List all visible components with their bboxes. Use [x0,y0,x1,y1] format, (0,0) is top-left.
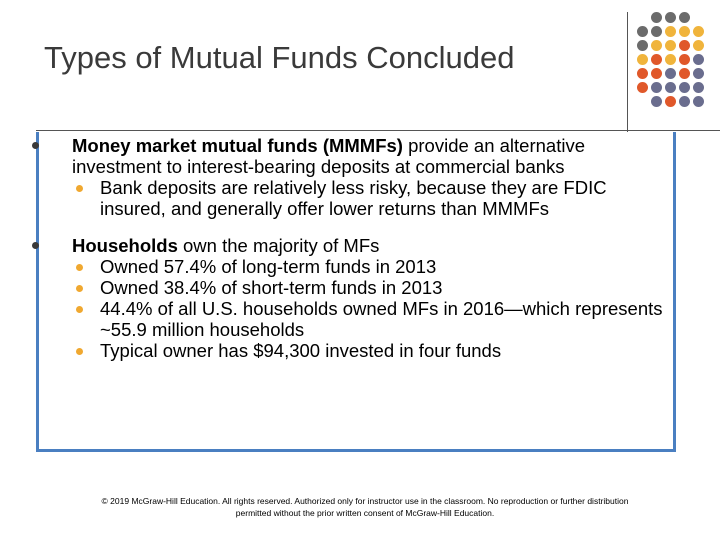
decorative-dot [679,68,690,79]
decorative-dot [665,12,676,23]
sub-bullet-item [72,177,672,219]
decorative-dot [651,96,662,107]
decorative-dot [693,68,704,79]
decorative-dot [651,68,662,79]
sub-bullet-dot-icon [76,306,83,313]
decorative-dot [679,12,690,23]
bullet-item [32,135,672,219]
decorative-dot [679,96,690,107]
decorative-dot [665,68,676,79]
title-divider-vertical [627,12,628,132]
sub-bullet-dot-icon [76,285,83,292]
sub-bullet-dot-icon [76,348,83,355]
decorative-dot [679,82,690,93]
sub-bullet-text: Typical owner has $94,300 invested in four funds [100,340,502,361]
sub-bullet-text: 44.4% of all U.S. households owned MFs in 2016—which represents ~55.9 million households [100,298,663,340]
sub-bullet-item [72,277,672,298]
bullet-bold-text: Money market mutual funds (MMMFs) [72,135,403,156]
bullet-list [32,135,672,361]
sub-bullet-text: Owned 57.4% of long-term funds in 2013 [100,256,437,277]
decorative-dot [637,40,648,51]
bullet-bold-text: Households [72,235,178,256]
decorative-dot [665,40,676,51]
decorative-dot [665,26,676,37]
sub-bullet-text: Bank deposits are relatively less risky, because they are FDIC insured, and generally offer lower returns than MMMFs [100,177,607,219]
decorative-dot [637,82,648,93]
decorative-dot [665,82,676,93]
decorative-dot [693,26,704,37]
sub-bullet-list [72,177,672,219]
title-divider-horizontal [36,130,720,131]
decorative-dot [637,68,648,79]
sub-bullet-text: Owned 38.4% of short-term funds in 2013 [100,277,443,298]
bullet-item [32,235,672,361]
decorative-dot [679,26,690,37]
decorative-dot [665,54,676,65]
decorative-dot [651,82,662,93]
decorative-dot [651,40,662,51]
decorative-dot [679,40,690,51]
decorative-dot [637,54,648,65]
copyright-footer: © 2019 McGraw-Hill Education. All rights reserved. Authorized only for instructor use in the classroom. No reproduction or further distribution permitted without the prior written consent of McGraw-Hill Education. [101,496,629,518]
sub-bullet-item [72,298,672,340]
sub-bullet-item [72,256,672,277]
decorative-dot [693,82,704,93]
decorative-dot [651,54,662,65]
bullet-dot-icon [32,142,39,149]
decorative-dot [637,26,648,37]
sub-bullet-dot-icon [76,264,83,271]
slide-title: Types of Mutual Funds Concluded [44,40,515,75]
sub-bullet-list [72,256,672,361]
decorative-dot [693,96,704,107]
decorative-dot [651,26,662,37]
decorative-dot [665,96,676,107]
sub-bullet-item [72,340,672,361]
decorative-dot [679,54,690,65]
decorative-dot [693,54,704,65]
bullet-text: provide an alternative investment to interest-bearing deposits at commercial banks [72,135,585,177]
decorative-dot [651,12,662,23]
decorative-dot [693,40,704,51]
bullet-text: own the majority of MFs [177,235,380,256]
sub-bullet-dot-icon [76,185,83,192]
bullet-dot-icon [32,242,39,249]
